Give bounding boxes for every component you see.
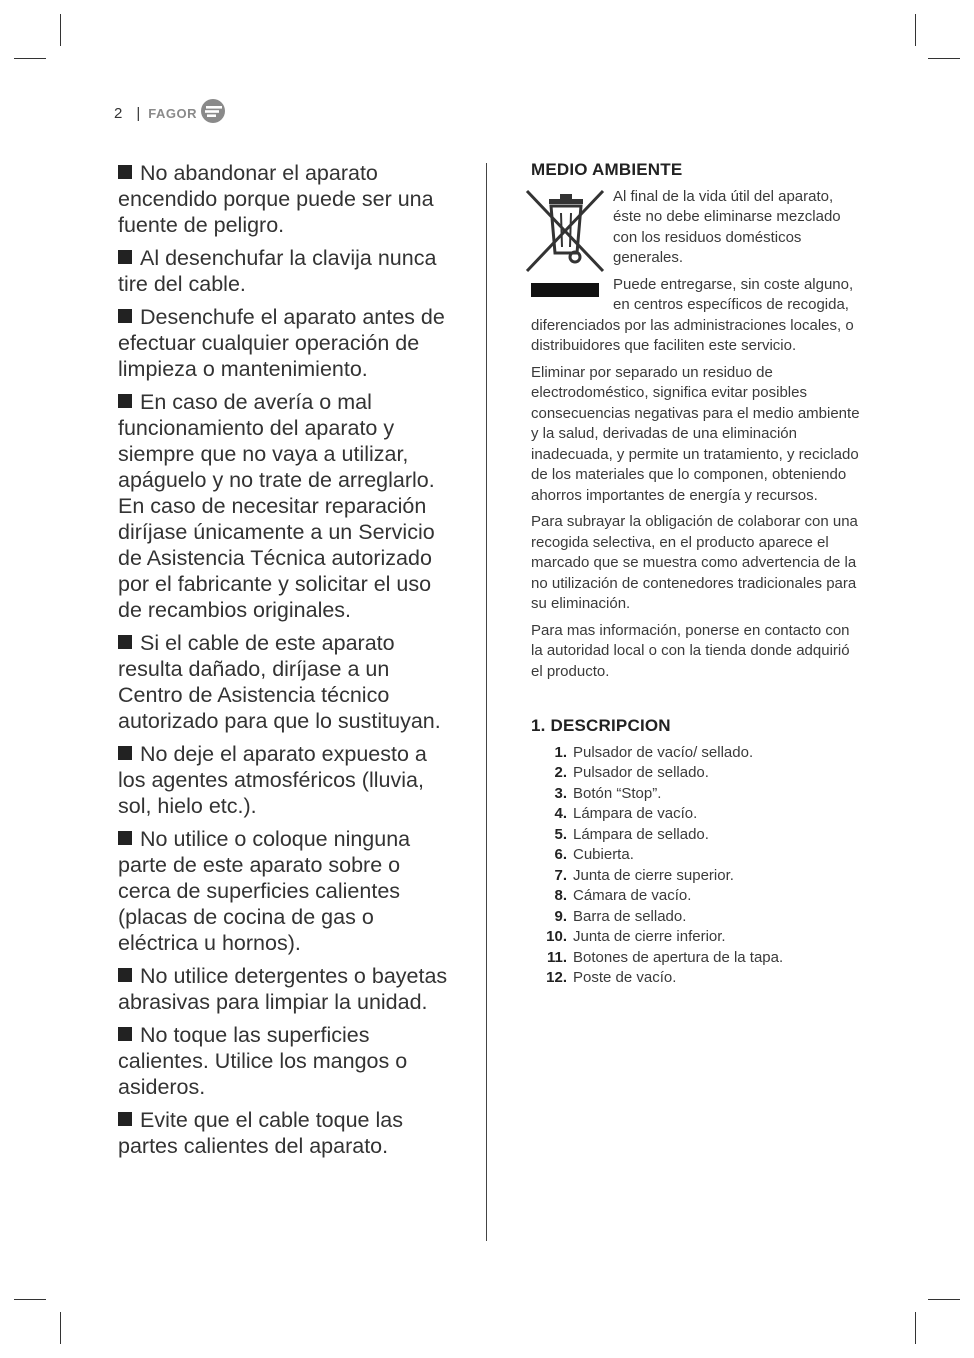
description-item-number: 5. [554,825,567,843]
description-item-number: 6. [554,846,567,863]
header-separator: | [136,104,141,122]
safety-item [118,304,448,382]
description-item-number: 3. [554,784,567,802]
safety-item [118,245,448,297]
crop-mark [928,1299,960,1300]
crop-mark [915,14,916,46]
description-item [531,804,861,825]
environment-paragraph: Al final de la vida útil del aparato, éste no debe eliminarse mezclado con los residuos domésticos generales. [613,187,841,266]
description-item-text: Lámpara de vacío. [573,805,698,822]
description-item-text: Junta de cierre superior. [573,866,734,884]
description-item-number: 11. [546,948,567,966]
description-item-text: Botones de apertura de la tapa. [573,948,784,966]
safety-item [118,630,448,734]
description-item-number: 2. [554,764,567,781]
description-item [531,948,861,969]
square-bullet-icon [118,250,132,264]
column-divider [486,163,487,1241]
environment-paragraph: Puede entregarse, sin coste alguno, en centros específicos de recogida, diferenciados por las administraciones locales, o distribuidores que faciliten este servicio. [531,275,854,354]
crop-mark [14,58,46,59]
description-item [531,743,861,764]
square-bullet-icon [118,746,132,760]
description-item-text: Pulsador de vacío/ sellado. [573,743,754,761]
safety-instructions [118,160,448,1166]
fagor-logo-icon [200,98,226,129]
square-bullet-icon [118,1112,132,1126]
safety-item-text: Evite que el cable toque las partes calientes del aparato. [118,1108,403,1158]
description-item-number: 1. [554,743,567,761]
crop-mark [60,1312,61,1344]
safety-item-text: Desenchufe el aparato antes de efectuar cualquier operación de limpieza o mantenimiento. [118,305,445,381]
description-list [531,743,861,989]
square-bullet-icon [118,165,132,179]
safety-item [118,963,448,1015]
environment-paragraph: Para mas información, ponerse en contacto con la autoridad local o con la tienda donde adquirió el producto. [531,621,850,680]
right-column [531,160,861,989]
safety-item-text: En caso de avería o mal funcionamiento del aparato y siempre que no vaya a utilizar, apáguelo y no trate de arreglarlo. En caso de necesitar reparación diríjase únicamente a un Servicio de Asistencia Técnica autorizado por el fabricante y solicitar el uso de recambios originales. [118,390,435,622]
environment-paragraph: Eliminar por separado un residuo de electrodoméstico, significa evitar posibles consecuencias negativas para el medio ambiente y la salud, derivadas de una eliminación inadecuada, y permite un tratamiento, y reciclado de los materiales que lo componen, obteniendo ahorros importantes de energía y recursos. [531,363,860,504]
safety-item [118,1107,448,1159]
crop-mark [60,14,61,46]
description-item [531,907,861,928]
safety-item-text: No abandonar el aparato encendido porque puede ser una fuente de peligro. [118,161,434,237]
description-item [531,763,861,784]
description-item-text: Poste de vacío. [573,969,677,986]
description-item-text: Junta de cierre inferior. [573,928,726,945]
page-number: 2 [114,104,123,122]
square-bullet-icon [118,831,132,845]
square-bullet-icon [118,394,132,408]
description-item-number: 8. [554,887,567,904]
description-item [531,927,861,948]
description-item [531,845,861,866]
description-item [531,784,861,805]
safety-item-text: No utilice detergentes o bayetas abrasivas para limpiar la unidad. [118,964,448,1014]
description-item-text: Pulsador de sellado. [573,764,709,781]
square-bullet-icon [118,635,132,649]
safety-item-text: No toque las superficies calientes. Utilice los mangos o asideros. [118,1023,408,1099]
description-item-number: 10. [546,928,567,945]
safety-item [118,389,448,623]
square-bullet-icon [118,968,132,982]
description-item [531,825,861,846]
safety-item-text: No utilice o coloque ninguna parte de este aparato sobre o cerca de superficies calientes (placas de cocina de gas o eléctrica u hornos). [118,827,411,955]
safety-item [118,1022,448,1100]
description-item [531,886,861,907]
safety-item [118,160,448,238]
description-item [531,968,861,989]
description-item [531,866,861,887]
safety-item [118,826,448,956]
page-header [114,100,226,126]
safety-item-text: Al desenchufar la clavija nunca tire del cable. [118,246,437,296]
description-title: 1. DESCRIPCION [531,716,671,735]
description-item-number: 7. [554,866,567,884]
description-item-text: Cámara de vacío. [573,887,692,904]
weee-crossed-bin-icon [523,187,609,307]
environment-title: MEDIO AMBIENTE [531,160,683,179]
square-bullet-icon [118,309,132,323]
environment-paragraph: Para subrayar la obligación de colaborar con una recogida selectiva, en el producto aparece el marcado que se muestra como advertencia de la no utilización de contenedores tradicionales para su eliminación. [531,513,858,612]
safety-item-text: Si el cable de este aparato resulta dañado, diríjase a un Centro de Asistencia técnico autorizado para que lo sustituyan. [118,631,441,733]
description-item-number: 12. [546,969,567,986]
square-bullet-icon [118,1027,132,1041]
description-item-text: Cubierta. [573,846,634,863]
crop-mark [928,58,960,59]
description-item-text: Lámpara de sellado. [573,825,709,843]
crop-mark [14,1299,46,1300]
safety-item [118,741,448,819]
crop-mark [915,1312,916,1344]
description-item-text: Barra de sellado. [573,907,687,925]
safety-item-text: No deje el aparato expuesto a los agentes atmosféricos (lluvia, sol, hielo etc.). [118,742,427,818]
description-item-number: 4. [554,805,567,822]
description-item-text: Botón “Stop”. [573,784,662,802]
description-item-number: 9. [554,907,567,925]
brand-name: FAGOR [148,105,197,121]
